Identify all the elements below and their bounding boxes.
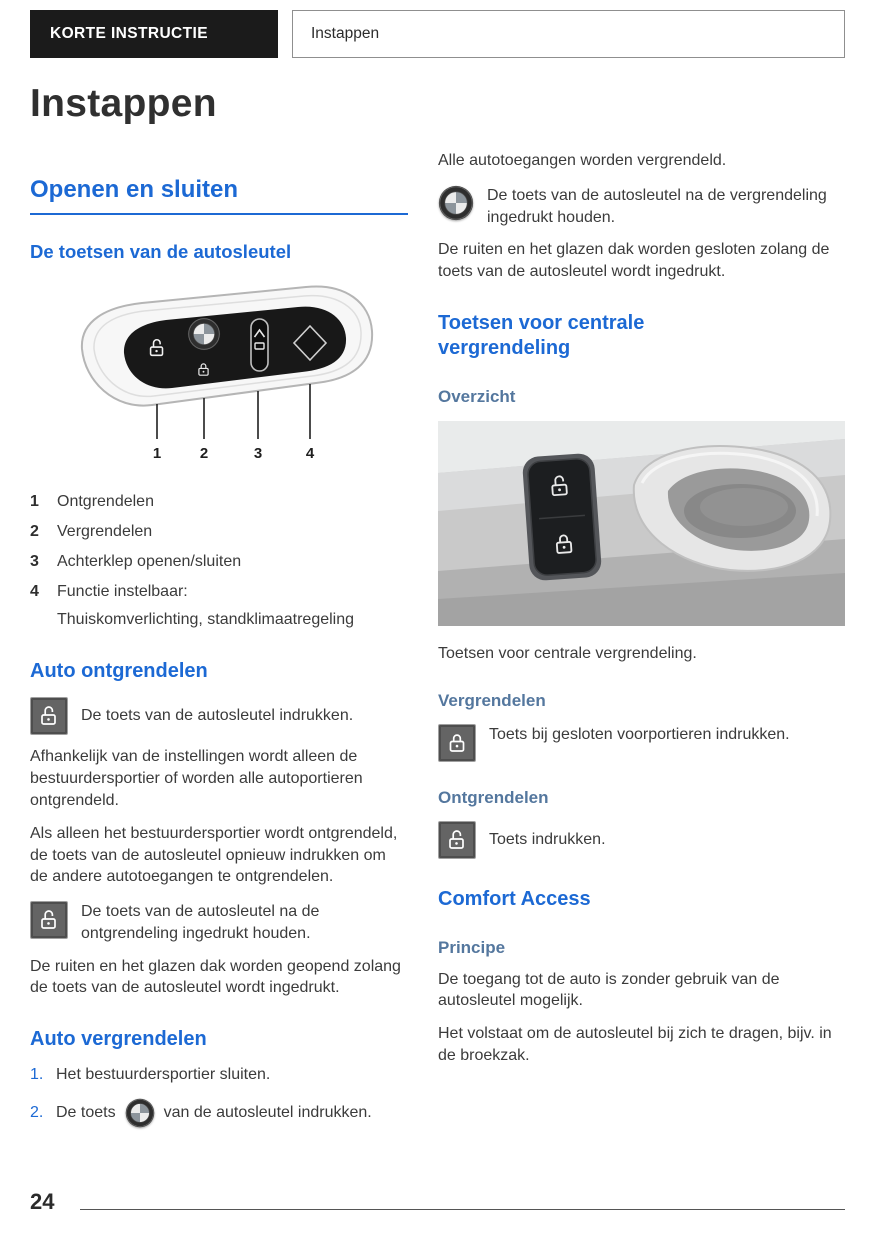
- paragraph: De ruiten en het glazen dak worden gesloten zolang de toets van de autosleutel wordt ingedrukt.: [438, 241, 830, 280]
- step-number: 2.: [30, 1104, 44, 1122]
- step-text-pre: De toets: [56, 1104, 116, 1122]
- key-function-detail: Thuiskomverlichting, standklimaatregeling: [57, 611, 355, 629]
- page-title: Instappen: [30, 82, 217, 125]
- door-buttons-photo: [438, 421, 845, 631]
- step-text-post: van de autosleutel indrukken.: [163, 1104, 372, 1122]
- page-footer: [30, 1189, 845, 1215]
- icon-note: [438, 821, 845, 859]
- unlock-icon: [30, 697, 68, 735]
- key-function-label: Functie instelbaar:: [57, 583, 188, 601]
- unlock-icon: [30, 901, 68, 939]
- callout-number-1: 1: [152, 445, 162, 462]
- heading-comfort-access: Comfort Access: [438, 887, 591, 910]
- icon-note: [438, 724, 845, 762]
- key-function-label: Ontgrendelen: [57, 493, 154, 510]
- heading-principle: Principe: [438, 937, 506, 957]
- heading-central-locking: Toetsen voor centrale vergrendeling: [438, 311, 645, 359]
- paragraph: Afhankelijk van de instellingen wordt alleen de bestuurdersportier of worden alle autoportieren ontgrendeld.: [30, 747, 363, 809]
- step-text: [56, 1098, 372, 1128]
- icon-note: [30, 697, 408, 735]
- heading-overview: Overzicht: [438, 386, 516, 406]
- two-column-layout: [30, 148, 845, 1128]
- note-text: Toets bij gesloten voorportieren indrukken.: [489, 725, 790, 743]
- icon-note: [30, 901, 408, 944]
- heading-auto-lock: Auto vergrendelen: [30, 1028, 207, 1051]
- key-trunk-button: [251, 319, 268, 371]
- note-text: De toets van de autosleutel indrukken.: [81, 707, 354, 725]
- note-text: De toets van de autosleutel na de vergrendeling ingedrukt houden.: [487, 186, 827, 226]
- bmw-roundel-icon: [125, 1098, 155, 1128]
- key-function-label: Vergrendelen: [57, 523, 153, 541]
- callout-number-2: 2: [199, 445, 209, 462]
- photo-caption: Toetsen voor centrale vergrendeling.: [438, 644, 697, 662]
- chapter-label: Instappen: [311, 25, 380, 42]
- unlock-icon: [438, 821, 476, 859]
- key-function-number: 2: [30, 523, 39, 541]
- heading-key-buttons: De toetsen van de autosleutel: [30, 241, 292, 262]
- callout-number-4: 4: [305, 445, 315, 462]
- heading-open-close: Openen en sluiten: [30, 176, 408, 215]
- door-photo-illustration: [438, 421, 845, 626]
- car-key-diagram: [54, 277, 384, 477]
- heading-unlock: Ontgrendelen: [438, 787, 549, 807]
- step-row: [30, 1098, 408, 1128]
- chapter-box: [292, 10, 845, 58]
- bmw-roundel-icon: [438, 185, 474, 221]
- key-function-number: 3: [30, 553, 39, 571]
- callout-number-3: 3: [253, 445, 263, 462]
- section-banner: KORTE INSTRUCTIE: [30, 10, 278, 58]
- key-function-number: 4: [30, 583, 39, 601]
- page-number: 24: [30, 1189, 55, 1214]
- step-text: Het bestuurdersportier sluiten.: [56, 1066, 271, 1084]
- heading-auto-unlock: Auto ontgrendelen: [30, 659, 208, 682]
- left-column: [30, 148, 408, 1128]
- heading-lock: Vergrendelen: [438, 690, 546, 710]
- paragraph: Als alleen het bestuurdersportier wordt ontgrendeld, de toets van de autosleutel opnieuw indrukken om de andere autotoegangen te ontgrendelen.: [30, 824, 398, 886]
- key-function-list: [30, 491, 408, 631]
- paragraph: Het volstaat om de autosleutel bij zich te dragen, bijv. in de broekzak.: [438, 1025, 832, 1065]
- footer-rule: [80, 1209, 845, 1210]
- car-key-illustration: [54, 277, 384, 472]
- key-bmw-roundel-icon: [188, 318, 220, 350]
- paragraph: Alle autotoegangen worden vergrendeld.: [438, 152, 727, 169]
- key-function-number: 1: [30, 493, 39, 510]
- step-number: 1.: [30, 1066, 44, 1084]
- lock-icon: [438, 724, 476, 762]
- key-function-row: [30, 491, 408, 513]
- key-function-row: [30, 581, 408, 603]
- note-text: De toets van de autosleutel na de ontgrendeling ingedrukt houden.: [81, 903, 320, 942]
- paragraph: De toegang tot de auto is zonder gebruik van de autosleutel mogelijk.: [438, 970, 780, 1010]
- page-header: [30, 10, 845, 58]
- step-row: [30, 1064, 408, 1086]
- paragraph: De ruiten en het glazen dak worden geopend zolang de toets van de autosleutel wordt ingedrukt.: [30, 957, 401, 997]
- key-function-row: [30, 521, 408, 543]
- icon-note: [438, 185, 845, 228]
- key-function-row: [30, 551, 408, 573]
- note-text: Toets indrukken.: [489, 830, 606, 848]
- key-function-label: Achterklep openen/sluiten: [57, 553, 242, 571]
- right-column: [438, 148, 845, 1067]
